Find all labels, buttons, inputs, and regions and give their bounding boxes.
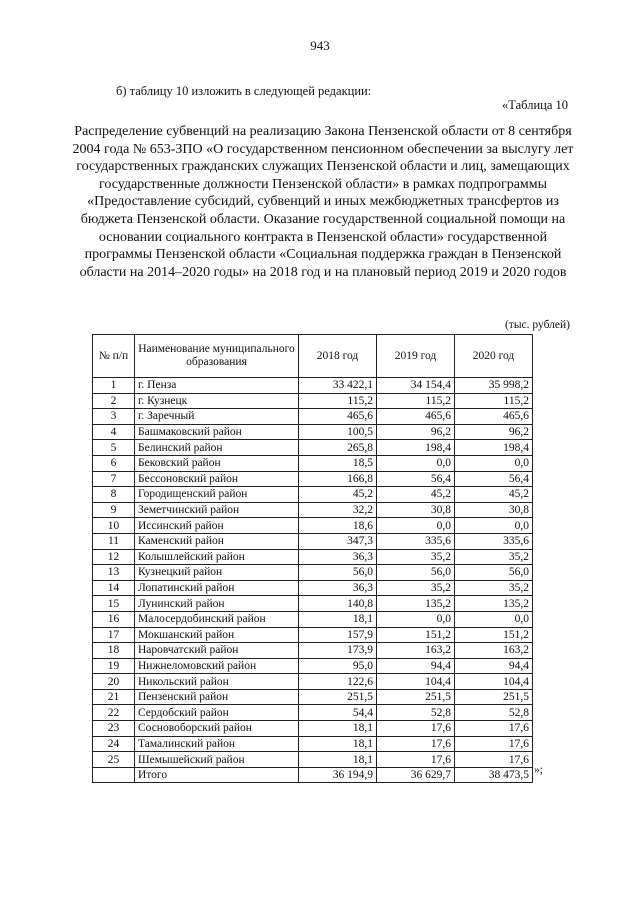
cell-v2018: 36,3 (299, 580, 377, 596)
cell-num: 18 (93, 643, 135, 659)
table-header-row (93, 335, 533, 378)
cell-num: 16 (93, 611, 135, 627)
cell-v2020: 52,8 (455, 705, 533, 721)
cell-v2020: 17,6 (455, 752, 533, 768)
cell-name: Тамалинский район (135, 736, 299, 752)
cell-name: Белинский район (135, 440, 299, 456)
cell-v2020: 198,4 (455, 440, 533, 456)
cell-num: 21 (93, 689, 135, 705)
cell-name: Наровчатский район (135, 643, 299, 659)
table-row (93, 565, 533, 581)
total-row (93, 767, 533, 783)
cell-v2019: 17,6 (377, 721, 455, 737)
cell-num: 3 (93, 409, 135, 425)
table-row (93, 533, 533, 549)
cell-v2019: 335,6 (377, 533, 455, 549)
cell-num: 9 (93, 502, 135, 518)
cell-v2019: 45,2 (377, 487, 455, 503)
cell-v2018: 166,8 (299, 471, 377, 487)
cell-v2020: 0,0 (455, 611, 533, 627)
cell-v2018: 140,8 (299, 596, 377, 612)
cell-name: Пензенский район (135, 689, 299, 705)
cell-v2018: 115,2 (299, 393, 377, 409)
cell-num: 5 (93, 440, 135, 456)
cell-v2018: 265,8 (299, 440, 377, 456)
units-label: (тыс. рублей) (504, 319, 570, 331)
table-row (93, 580, 533, 596)
cell-v2018: 347,3 (299, 533, 377, 549)
table-title: Распределение субвенций на реализацию Закона Пензенской области от 8 сентября 2004 года № 653-ЗПО «О государственном пенсионном обеспечении за выслугу лет государственных гражданских служащих Пензенской области и лиц, замещающих государственные должности Пензенской области» в рамках подпрограммы «Предоставление субсидий, субвенций и иных межбюджетных трансфертов из бюджета Пензенской области. Оказание государственной социальной помощи на основании социального контракта в Пензенской области» государственной программы Пензенской области «Социальная поддержка граждан в Пензенской области на 2014–2020 годы» на 2018 год и на плановый период 2019 и 2020 годов (72, 124, 574, 280)
cell-num: 10 (93, 518, 135, 534)
table-row (93, 721, 533, 737)
cell-v2020: 30,8 (455, 502, 533, 518)
cell-v2018: 95,0 (299, 658, 377, 674)
total-num (93, 767, 135, 783)
header-name: Наименование муниципального образования (135, 335, 299, 378)
table-row (93, 689, 533, 705)
cell-v2019: 115,2 (377, 393, 455, 409)
total-v2019: 36 629,7 (377, 767, 455, 783)
cell-v2020: 56,0 (455, 565, 533, 581)
cell-v2019: 151,2 (377, 627, 455, 643)
cell-name: Каменский район (135, 533, 299, 549)
cell-num: 2 (93, 393, 135, 409)
cell-v2020: 163,2 (455, 643, 533, 659)
cell-v2020: 251,5 (455, 689, 533, 705)
cell-num: 23 (93, 721, 135, 737)
header-2018: 2018 год (299, 335, 377, 378)
cell-v2020: 17,6 (455, 721, 533, 737)
cell-v2019: 163,2 (377, 643, 455, 659)
table-row (93, 596, 533, 612)
cell-num: 13 (93, 565, 135, 581)
table-row (93, 409, 533, 425)
cell-name: Малосердобинский район (135, 611, 299, 627)
cell-v2020: 17,6 (455, 736, 533, 752)
cell-v2019: 0,0 (377, 611, 455, 627)
cell-num: 20 (93, 674, 135, 690)
cell-num: 7 (93, 471, 135, 487)
cell-v2020: 465,6 (455, 409, 533, 425)
cell-v2020: 35 998,2 (455, 378, 533, 394)
cell-name: Земетчинский район (135, 502, 299, 518)
cell-v2020: 335,6 (455, 533, 533, 549)
intro-text: б) таблицу 10 изложить в следующей редакции: (116, 84, 372, 98)
table-row (93, 705, 533, 721)
cell-v2018: 32,2 (299, 502, 377, 518)
cell-v2018: 36,3 (299, 549, 377, 565)
table-row (93, 736, 533, 752)
cell-name: Сосновоборский район (135, 721, 299, 737)
cell-v2019: 198,4 (377, 440, 455, 456)
table-row (93, 424, 533, 440)
cell-num: 15 (93, 596, 135, 612)
cell-name: Никольский район (135, 674, 299, 690)
cell-num: 25 (93, 752, 135, 768)
cell-v2018: 18,1 (299, 611, 377, 627)
cell-v2019: 35,2 (377, 580, 455, 596)
cell-v2018: 173,9 (299, 643, 377, 659)
cell-num: 4 (93, 424, 135, 440)
cell-num: 12 (93, 549, 135, 565)
cell-v2018: 122,6 (299, 674, 377, 690)
cell-v2019: 104,4 (377, 674, 455, 690)
header-2020: 2020 год (455, 335, 533, 378)
cell-v2018: 54,4 (299, 705, 377, 721)
cell-v2020: 45,2 (455, 487, 533, 503)
cell-v2020: 35,2 (455, 549, 533, 565)
cell-v2019: 30,8 (377, 502, 455, 518)
cell-v2018: 18,5 (299, 455, 377, 471)
cell-v2019: 56,4 (377, 471, 455, 487)
total-v2018: 36 194,9 (299, 767, 377, 783)
page-number: 943 (310, 38, 330, 53)
cell-name: Кузнецкий район (135, 565, 299, 581)
cell-v2019: 17,6 (377, 752, 455, 768)
cell-name: Шемышейский район (135, 752, 299, 768)
cell-name: г. Заречный (135, 409, 299, 425)
cell-name: г. Кузнецк (135, 393, 299, 409)
cell-name: Лопатинский район (135, 580, 299, 596)
table-row (93, 611, 533, 627)
cell-v2020: 115,2 (455, 393, 533, 409)
table-row (93, 658, 533, 674)
cell-v2019: 0,0 (377, 518, 455, 534)
cell-v2019: 56,0 (377, 565, 455, 581)
cell-v2019: 251,5 (377, 689, 455, 705)
cell-v2019: 135,2 (377, 596, 455, 612)
cell-v2018: 56,0 (299, 565, 377, 581)
cell-name: г. Пенза (135, 378, 299, 394)
total-v2020: 38 473,5 (455, 767, 533, 783)
cell-v2018: 18,1 (299, 736, 377, 752)
cell-v2020: 94,4 (455, 658, 533, 674)
cell-num: 1 (93, 378, 135, 394)
subvention-table (92, 334, 533, 783)
cell-name: Бессоновский район (135, 471, 299, 487)
table-row (93, 502, 533, 518)
total-name: Итого (135, 767, 299, 783)
cell-name: Колышлейский район (135, 549, 299, 565)
cell-num: 8 (93, 487, 135, 503)
table-row (93, 627, 533, 643)
cell-v2018: 251,5 (299, 689, 377, 705)
cell-num: 19 (93, 658, 135, 674)
cell-v2019: 94,4 (377, 658, 455, 674)
cell-name: Иссинский район (135, 518, 299, 534)
table-reference: «Таблица 10 (502, 98, 568, 112)
table-row (93, 378, 533, 394)
table-row (93, 487, 533, 503)
cell-v2020: 0,0 (455, 455, 533, 471)
table-row (93, 393, 533, 409)
header-num: № п/п (93, 335, 135, 378)
table-body (93, 378, 533, 783)
cell-v2020: 135,2 (455, 596, 533, 612)
cell-v2018: 100,5 (299, 424, 377, 440)
cell-v2018: 157,9 (299, 627, 377, 643)
cell-v2018: 465,6 (299, 409, 377, 425)
cell-v2019: 34 154,4 (377, 378, 455, 394)
cell-num: 14 (93, 580, 135, 596)
cell-num: 17 (93, 627, 135, 643)
cell-v2019: 0,0 (377, 455, 455, 471)
cell-num: 11 (93, 533, 135, 549)
cell-name: Нижнеломовский район (135, 658, 299, 674)
cell-v2020: 151,2 (455, 627, 533, 643)
cell-v2020: 56,4 (455, 471, 533, 487)
cell-name: Сердобский район (135, 705, 299, 721)
cell-name: Лунинский район (135, 596, 299, 612)
header-2019: 2019 год (377, 335, 455, 378)
cell-name: Бековский район (135, 455, 299, 471)
cell-name: Мокшанский район (135, 627, 299, 643)
table-row (93, 471, 533, 487)
cell-v2018: 33 422,1 (299, 378, 377, 394)
cell-v2019: 17,6 (377, 736, 455, 752)
cell-v2018: 18,6 (299, 518, 377, 534)
cell-v2020: 0,0 (455, 518, 533, 534)
cell-v2019: 52,8 (377, 705, 455, 721)
table-row (93, 440, 533, 456)
cell-v2018: 18,1 (299, 752, 377, 768)
cell-num: 6 (93, 455, 135, 471)
table-row (93, 455, 533, 471)
cell-v2020: 96,2 (455, 424, 533, 440)
cell-v2018: 45,2 (299, 487, 377, 503)
table-row (93, 549, 533, 565)
cell-v2018: 18,1 (299, 721, 377, 737)
closing-quote: »; (534, 764, 543, 776)
table-row (93, 643, 533, 659)
cell-name: Башмаковский район (135, 424, 299, 440)
cell-num: 24 (93, 736, 135, 752)
cell-v2020: 35,2 (455, 580, 533, 596)
cell-v2019: 96,2 (377, 424, 455, 440)
table-row (93, 752, 533, 768)
cell-v2020: 104,4 (455, 674, 533, 690)
table-row (93, 674, 533, 690)
table-row (93, 518, 533, 534)
cell-num: 22 (93, 705, 135, 721)
cell-v2019: 465,6 (377, 409, 455, 425)
cell-v2019: 35,2 (377, 549, 455, 565)
cell-name: Городищенский район (135, 487, 299, 503)
